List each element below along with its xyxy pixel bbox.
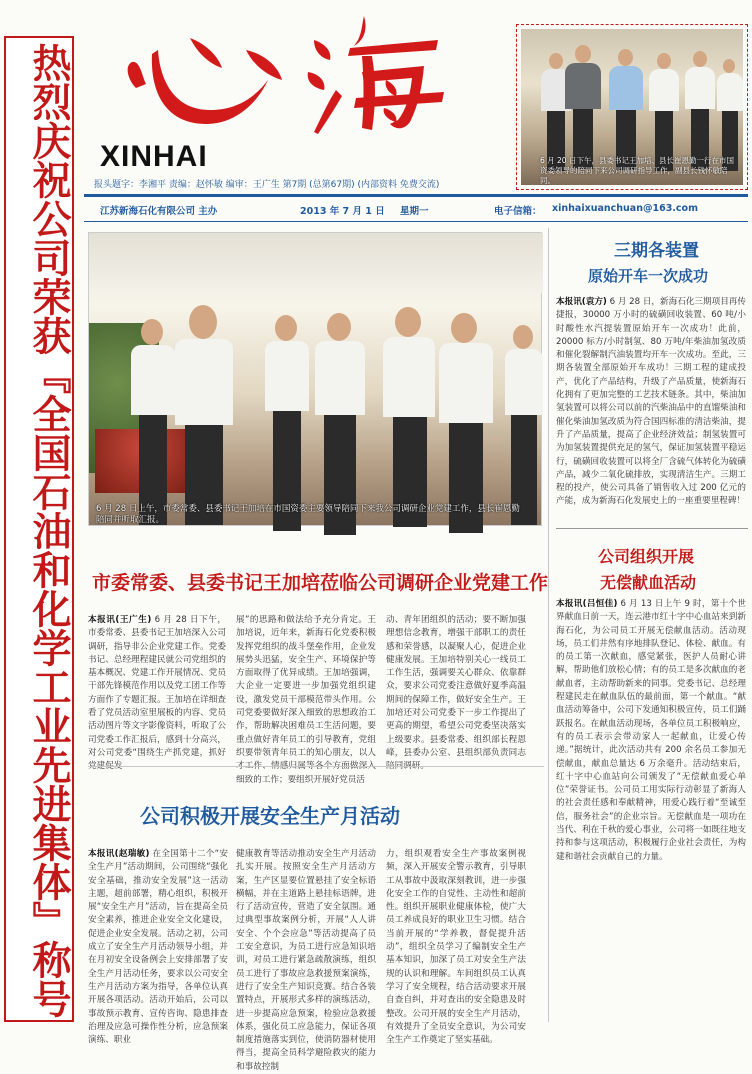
- article3-body: [556, 296, 746, 522]
- article4-text: 6 月 13 日上午 9 时，第十个世界献血日前一天，连云港市红十字中心血站来到新海石化，为公司员工开展无偿献血活动。活动现场，员工们井然有序地排队登记、体检、献血。有的员工第一次献血，感觉紧张，医护人员耐心讲解，帮助他们放松心情；有的员工是多次献血的老献血者，主动帮助新来的同事。党委书记、总经理程建民走在献血队伍的最前面，第一个献血。“献血活动筹备中，公司下发通知积极宣传，员工们踊跃报名。在献血活动现场，各单位员工积极响应，有的员工表示会带动家人一起献血，让爱心传递。”据统计，此次活动共有 200 余名员工参加无偿献血，献血总量达 6 万余毫升。活动结束后，红十字中心血站向公司颁发了“无偿献血爱心单位”荣誉证书。公司员工用实际行动彰显了新海人的社会责任感和奉献精神，用爱心践行着“至诚至信，服务社会”的企业宗旨。无偿献血是一项功在当代、利在千秋的爱心事业，公司将一如既往地支持和参与这项活动，积极履行企业社会责任，为构建和谐社会贡献自己的力量。: [556, 599, 747, 862]
- article3-byline: 本报讯(袁方): [556, 297, 607, 307]
- editorial-meta: 报头题字：李湘平 责编：赵怀敏 编审：王广生 第7期 (总第67期) (内部资料 免费交流): [94, 180, 440, 190]
- main-photo-caption: 6 月 28 日上午，市委常委、县委书记王加培在市国资委主要领导陪同下来我公司调研企业党建工作，县长崔恩勤陪同并听取汇报。: [96, 504, 520, 525]
- slogan-banner: [4, 36, 74, 1022]
- article3-text: 6 月 28 日，新海石化三期项目再传捷报，30000 万小时的硫磺回收装置、60 吨/小时酸性水汽提装置原始开车一次成功！此前，20000 标方/小时制氢、80 万吨/年柴油加氢改质和催化裂解制汽油装置均开车一次成功。至此，三期各装置全部原始开车成功！三期工程的建成投产，优化了产品结构，升级了产品质量，使新海石化拥有了更加完整的工艺技术链条。其中，柴油加氢装置可以将公司以前的汽柴油品中的直馏柴油和催化柴油加氢改质为符合国四标准的清洁柴油，提升了产品质量，提高了企业经济效益；制氢装置可为加氢装置提供充足的氢气，保证加氢装置平稳运行，硫磺回收装置可以将全厂含硫气体转化为硫磺产品，减少二氧化硫排放，实现清洁生产。三期工程的投产，使公司具备了销售收入过 200 亿元的产能，成为新海石化发展史上的一座重要里程碑！: [556, 297, 747, 507]
- article1-headline: 市委常委、县委书记王加培莅临公司调研企业党建工作: [92, 572, 549, 594]
- article4-headline-line2: 无偿献血活动: [600, 573, 697, 592]
- article3-headline-line2: 原始开车一次成功: [588, 267, 709, 285]
- right-section-divider: [556, 528, 748, 529]
- publisher-label: 江苏新海石化有限公司 主办: [100, 206, 218, 217]
- article4-body: [556, 598, 746, 1022]
- visit-photo-caption: 6 月 20 日下午，县委书记王加培、县长崔恩勤一行在市国资委领导的陪同下来公司调研指导工作，副县长钱怀敏陪同。: [540, 156, 734, 185]
- masthead-rule: [84, 194, 748, 197]
- article2-byline: 本报讯(赵瑞敏): [88, 849, 150, 859]
- date-rule: [84, 221, 748, 222]
- issue-weekday: 星期一: [400, 206, 429, 217]
- slogan-text: 热烈庆祝公司荣获『全国石油和化学工业先进集体』称号: [26, 42, 72, 1018]
- section-divider: [88, 766, 544, 767]
- article4-headline-line1: 公司组织开展: [598, 547, 695, 566]
- column-divider: [548, 228, 549, 1022]
- article2-column-1: [88, 848, 229, 1046]
- article2-column-3: 力，组织观看安全生产事故案例视频，深入开展安全警示教育，引导职工从事故中汲取深刻教训，进一步强化安全工作的自觉性、主动性和超前性。组织开展职业健康体检，使广大员工养成良好的职业卫生习惯。结合当前开展的“学养教，督促提升活动”，组织全员学习了编制安全生产基本知识，加深了员工对安全生产法规的认识和理解。车间组织员工认真学习了安全规程，结合活动要求开展自查自纠，并对查出的安全隐患及时整改。公司开展的安全生产月活动，有效提升了全员安全意识，为公司安全生产工作奠定了坚实基础。: [386, 849, 526, 1046]
- article1-column-3: 动、青年团组织的活动；要不断加强理想信念教育，增强干部职工的责任感和荣誉感，以凝聚人心，促进企业健康发展。王加培特别关心一线员工工作生活，强调要关心群众、依靠群众，要求公司党委注意做好夏季高温期间的保障工作，做好安全生产。王加培还对公司党委下一步工作提出了更高的期望，希望公司党委坚决落实上级要求。县委常委、组织部长程恩峰，县委办公室、县组织部负责同志: [386, 615, 526, 758]
- article2-column-2: 健康教育等活动推动安全生产月活动扎实开展。按照安全生产月活动方案，生产区显要位置悬挂了安全标语横幅，并在主道路上悬挂标语牌，进行了活动宣传，营造了安全氛围。通过典型事故案例分析，开展“人人讲安全、个个会应急”等活动提高了员工安全意识，为员工进行应急知识培训，对员工进行紧急疏散演练，组织员工进行了事故应急救援预案演练，进行了安全生产知识竞赛。结合各装置特点，开展形式多样的演练活动，进一步提高应急预案，检验应急救援体系，强化员工应急能力，保证各项制度措施落实到位，使消防器材使用得当，提高全员科学避险救灾的能力和事故控制: [236, 849, 376, 1072]
- article1-column-2: 展”的思路和做法给予充分肯定。王加培说，近年来，新海石化党委积极发挥党组织的战斗堡垒作用，企业发展势头迅猛，安全生产、环境保护等方面取得了优异成绩。王加培强调，大企业一定要进一步加强党组织建设，激发党员干部模范带头作用。公司党委要做好深入细致的思想政治工作，帮助解决困难员工生活问题，要重点做好青年员工的引导教育，党组织要带领青年员工的知心朋友，以人 细致的工作；要组织开展好党员活: [236, 615, 376, 785]
- article2-text-1: 在全国第十二个“安全生产月”活动期间，公司围绕“强化安全基础，推动安全发展”这一活动主题，超前部署，精心组织，积极开展“安全生产月”活动，旨在提高全员安全素养，推进企业安全文化建设，促进企业安全发展。活动之初，公司成立了安全生产月活动领导小组，并在月初安全设备例会上安排部署了安全生产月活动任务，要求以公司安全生产月活动方案为指导，各单位认真开展各项活动。活动开始后，公司以事故预示教育、宣传咨询、隐患排查治理及应急可操作性分析，应急预案演练、职业: [88, 849, 229, 1046]
- article1-byline: 本报讯(王广生): [88, 615, 152, 625]
- ceiling: [89, 233, 543, 293]
- article1-column-1: [88, 614, 227, 758]
- article2-headline: 公司积极开展安全生产月活动: [140, 804, 400, 828]
- article4-byline: 本报讯(吕恒佳): [556, 599, 618, 609]
- masthead-logo: [118, 10, 458, 140]
- email-address[interactable]: xinhaixuanchuan@163.com: [552, 203, 698, 214]
- article3-headline-line1: 三期各装置: [614, 241, 699, 261]
- masthead-pinyin: XINHAI: [100, 140, 208, 173]
- issue-date: 2013 年 7 月 1 日: [300, 206, 385, 217]
- main-photo: [88, 232, 542, 526]
- article1-text-1: 6 月 28 日下午，市委常委、县委书记王加培深入公司调研，指导非公企业党建工作。党委书记、总经理程建民就公司党组织的基本概况、党建工作开展情况、党员干部先锋模范作用以及党工团工作等方面作了专题汇报。王加培在详细查看了党员活动室里展板的内容、党员活动图片等文字影像资料，听取了公司党委工作汇报后，感到十分高兴，对公司党委“围绕生产抓党建，抓好: [88, 615, 227, 758]
- email-label: 电子信箱：: [494, 206, 542, 217]
- issue-info-row: [100, 203, 740, 217]
